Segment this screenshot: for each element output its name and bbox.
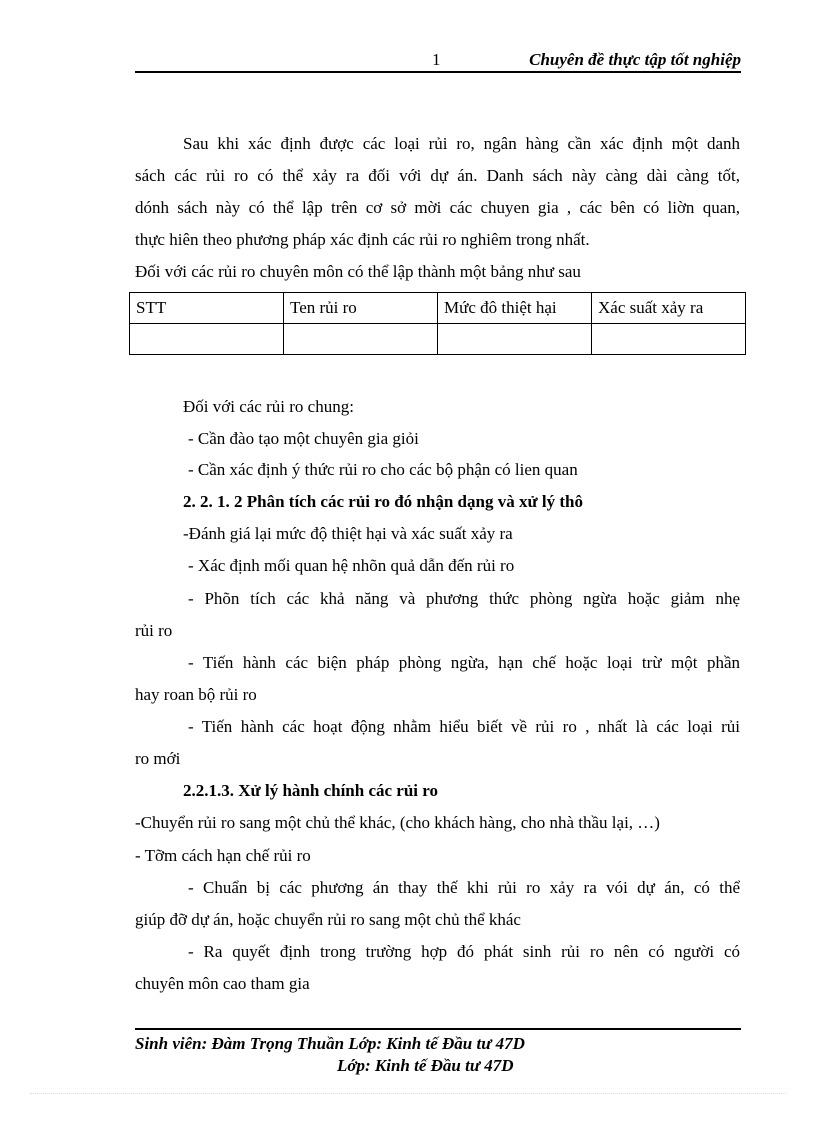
list-item: - Cần đào tạo một chuyên gia giỏi — [188, 429, 419, 448]
paragraph-line: dónh sách này có thể lập trên cơ sở mời các chuyen gia , các bên có liờn quan, — [135, 198, 740, 217]
table-cell — [438, 324, 592, 355]
footer-student: Sinh viên: Đàm Trọng Thuần Lớp: Kinh tế Đầu tư 47D — [135, 1034, 525, 1053]
risk-table — [129, 292, 746, 355]
table-header-cell: Mức đô thiệt hại — [438, 293, 592, 324]
table-intro: Đối với các rủi ro chuyên môn có thể lập thành một bảng như sau — [135, 262, 581, 281]
section-line: - Ra quyết định trong trường hợp đó phát sinh rủi ro nên có người có — [188, 942, 740, 961]
section-line: hay roan bộ rủi ro — [135, 685, 257, 704]
section-line: -Chuyển rủi ro sang một chủ thể khác, (cho khách hàng, cho nhà thầu lại, …) — [135, 813, 660, 832]
table-cell — [592, 324, 746, 355]
paragraph-line: sách các rủi ro có thể xảy ra đối với dự án. Danh sách này càng dài càng tốt, — [135, 166, 740, 185]
section-line: ro mới — [135, 749, 181, 768]
paragraph-line: Sau khi xác định được các loại rủi ro, ngân hàng cần xác định một danh — [183, 134, 740, 153]
footer-divider — [135, 1028, 741, 1030]
section-line: chuyên môn cao tham gia — [135, 974, 310, 993]
section-line: - Tiến hành các biện pháp phòng ngừa, hạn chế hoặc loại trừ một phần — [188, 653, 740, 672]
list-item: - Cần xác định ý thức rủi ro cho các bộ phận có lien quan — [188, 460, 578, 479]
table-header-row — [130, 293, 746, 324]
table-cell — [130, 324, 284, 355]
general-risks-intro: Đối với các rủi ro chung: — [183, 397, 354, 416]
page-header — [135, 46, 741, 72]
table-row — [130, 324, 746, 355]
section-line: - Tỡm cách hạn chế rủi ro — [135, 846, 311, 865]
section-heading: 2. 2. 1. 2 Phân tích các rủi ro đó nhận dạng và xử lý thô — [183, 492, 583, 511]
page-bottom-border — [30, 1093, 786, 1094]
section-line: rủi ro — [135, 621, 173, 640]
footer-class: Lớp: Kinh tế Đầu tư 47D — [337, 1056, 514, 1075]
header-divider — [135, 71, 741, 73]
table-header-cell: Ten rủi ro — [284, 293, 438, 324]
table-header-cell: STT — [130, 293, 284, 324]
section-line: - Xác định mối quan hệ nhõn quả dẫn đến rủi ro — [188, 556, 515, 575]
section-line: giúp đỡ dự án, hoặc chuyển rủi ro sang một chủ thể khác — [135, 910, 521, 929]
table-cell — [284, 324, 438, 355]
table-header-cell: Xác suất xảy ra — [592, 293, 746, 324]
section-line: - Phõn tích các khả năng và phương thức phòng ngừa hoặc giảm nhẹ — [188, 589, 740, 608]
document-title: Chuyên đề thực tập tốt nghiệp — [529, 50, 741, 69]
section-line: - Tiến hành các hoạt động nhằm hiểu biết về rủi ro , nhất là các loại rủi — [188, 717, 740, 736]
section-line: - Chuẩn bị các phương án thay thế khi rủi ro xảy ra vói dự án, có thể — [188, 878, 740, 897]
page-number: 1 — [432, 50, 441, 69]
section-heading: 2.2.1.3. Xử lý hành chính các rủi ro — [183, 781, 438, 800]
section-line: -Đánh giá lại mức độ thiệt hại và xác suất xảy ra — [183, 524, 513, 543]
paragraph-line: thực hiên theo phương pháp xác định các rủi ro nghiêm trong nhất. — [135, 230, 590, 249]
